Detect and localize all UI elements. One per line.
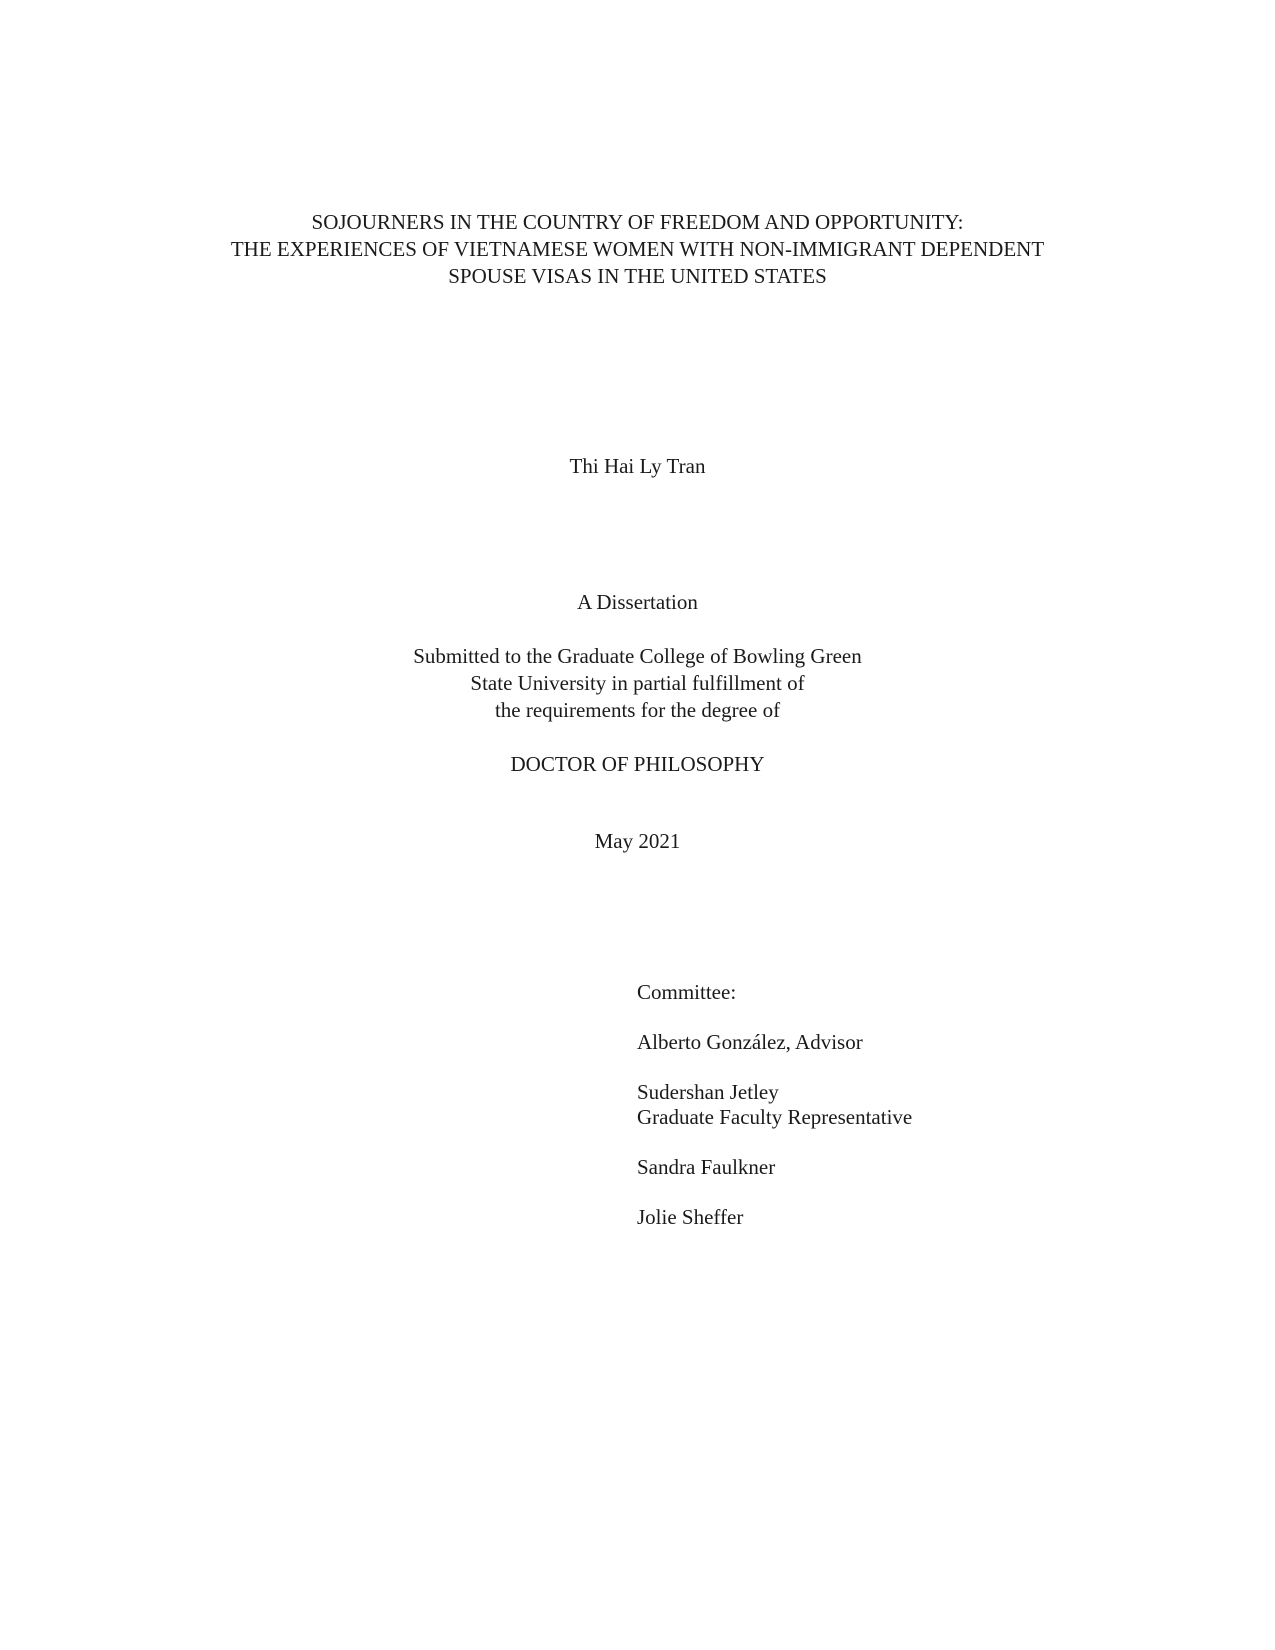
committee-member: Sudershan Jetley	[637, 1080, 779, 1104]
author-name: Thi Hai Ly Tran	[569, 454, 706, 478]
submission-line-1: Submitted to the Graduate College of Bowling Green	[413, 644, 862, 668]
committee-heading: Committee:	[637, 980, 737, 1004]
title-line-2: THE EXPERIENCES OF VIETNAMESE WOMEN WITH NON-IMMIGRANT DEPENDENT	[230, 237, 1045, 261]
submission-date: May 2021	[594, 829, 681, 853]
submission-line-3: the requirements for the degree of	[494, 698, 781, 722]
submission-line-2: State University in partial fulfillment of	[470, 671, 805, 695]
title-line-3: SPOUSE VISAS IN THE UNITED STATES	[448, 264, 827, 288]
degree-name: DOCTOR OF PHILOSOPHY	[510, 752, 765, 776]
document-type: A Dissertation	[577, 590, 698, 614]
title-line-1: SOJOURNERS IN THE COUNTRY OF FREEDOM AND OPPORTUNITY:	[311, 210, 964, 234]
committee-member-role: Graduate Faculty Representative	[637, 1105, 913, 1129]
committee-member: Sandra Faulkner	[637, 1155, 776, 1179]
committee-member-advisor: Alberto González, Advisor	[637, 1030, 863, 1054]
committee-member: Jolie Sheffer	[637, 1205, 744, 1229]
